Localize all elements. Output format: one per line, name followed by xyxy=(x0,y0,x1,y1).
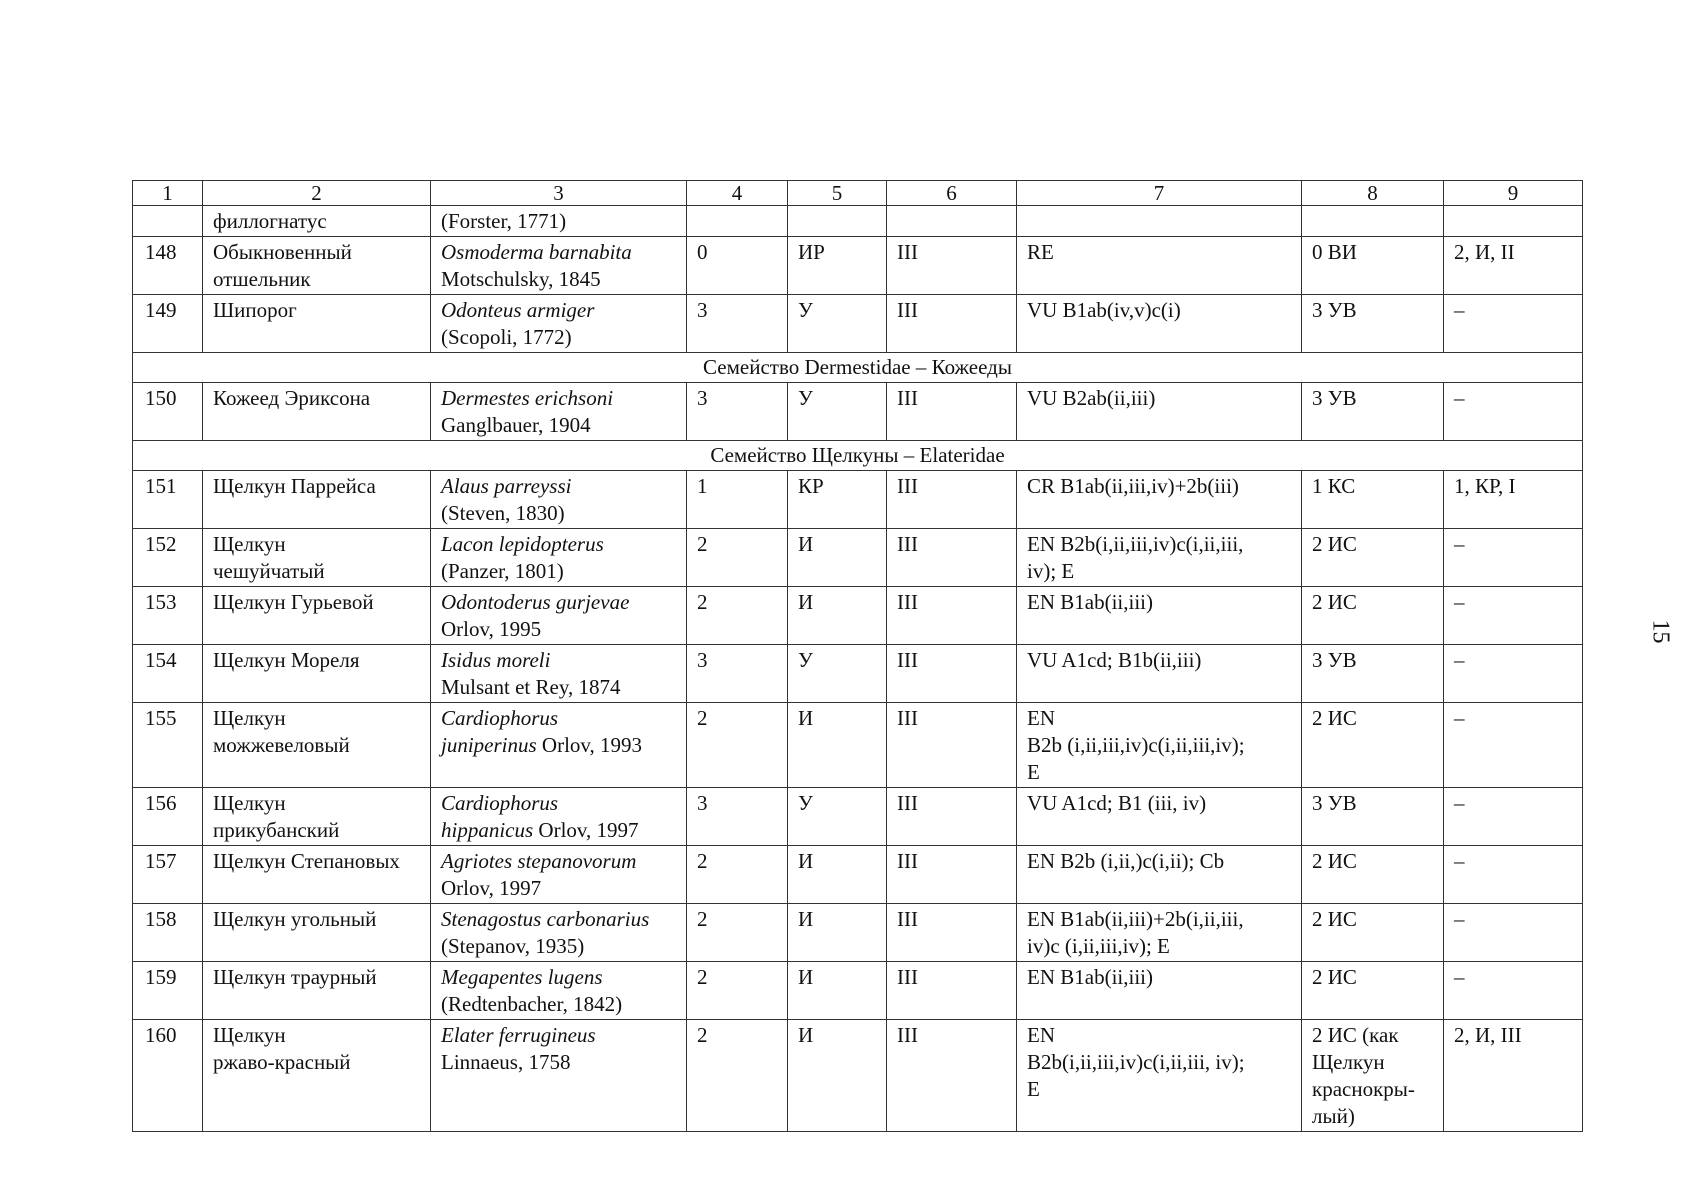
category-line: Щелкун xyxy=(1312,1050,1385,1074)
cell-common-name xyxy=(203,206,431,237)
cell-common-name xyxy=(203,788,431,846)
category-line: 2 ИС xyxy=(1312,590,1357,614)
table-row xyxy=(133,904,1583,962)
author-year: (Panzer, 1801) xyxy=(441,559,564,583)
cell-scientific-name xyxy=(431,529,687,587)
cell-status: И xyxy=(788,703,887,788)
sci-line xyxy=(441,1049,676,1076)
latin-name: Odontoderus gurjevae xyxy=(441,590,630,614)
cell-regional-category xyxy=(1302,846,1444,904)
name-line: можжевеловый xyxy=(213,733,350,757)
table-row xyxy=(133,587,1583,645)
cell-regional-category xyxy=(1302,904,1444,962)
sci-line xyxy=(441,412,676,439)
author-year: (Steven, 1830) xyxy=(441,501,565,525)
cell-number: 149 xyxy=(133,295,203,353)
cell-number: 160 xyxy=(133,1020,203,1132)
category-line: 2 ИС (как xyxy=(1312,1023,1399,1047)
criteria-line: EN xyxy=(1027,706,1055,730)
cell-regional-category xyxy=(1302,703,1444,788)
sci-line xyxy=(441,875,676,902)
criteria-line: EN B2b (i,ii,)c(i,ii); Cb xyxy=(1027,849,1225,873)
criteria-line: E xyxy=(1027,760,1040,784)
sci-line xyxy=(441,239,676,266)
category-line: 1 КС xyxy=(1312,474,1356,498)
cell-group: III xyxy=(887,962,1017,1020)
cell-number: 157 xyxy=(133,846,203,904)
table-row xyxy=(133,703,1583,788)
cell-common-name xyxy=(203,904,431,962)
category-line: 2 ИС xyxy=(1312,907,1357,931)
cell-common-name xyxy=(203,529,431,587)
cell-federal-status: – xyxy=(1444,587,1583,645)
sci-line xyxy=(441,906,676,933)
cell-scientific-name xyxy=(431,383,687,441)
cell-category: 3 xyxy=(687,383,788,441)
page-number: 15 xyxy=(1647,619,1674,644)
cell-regional-category xyxy=(1302,206,1444,237)
name-line: Щелкун Мореля xyxy=(213,648,360,672)
cell-number: 158 xyxy=(133,904,203,962)
sci-line xyxy=(441,558,676,585)
criteria-line: iv); E xyxy=(1027,559,1075,583)
cell-status: И xyxy=(788,846,887,904)
cell-federal-status: – xyxy=(1444,383,1583,441)
cell-scientific-name xyxy=(431,295,687,353)
cell-category: 2 xyxy=(687,529,788,587)
cell-category xyxy=(687,206,788,237)
sci-line xyxy=(441,1022,676,1049)
cell-number: 153 xyxy=(133,587,203,645)
cell-scientific-name xyxy=(431,846,687,904)
author-year: (Stepanov, 1935) xyxy=(441,934,585,958)
category-line: 3 УВ xyxy=(1312,791,1357,815)
column-header-7: 7 xyxy=(1017,181,1302,206)
cell-status xyxy=(788,206,887,237)
author-year: Orlov, 1997 xyxy=(441,876,542,900)
latin-name: Stenagostus carbonarius xyxy=(441,907,650,931)
name-line: Щелкун траурный xyxy=(213,965,377,989)
cell-scientific-name xyxy=(431,206,687,237)
cell-iucn-criteria xyxy=(1017,645,1302,703)
cell-iucn-criteria xyxy=(1017,587,1302,645)
sci-line xyxy=(441,208,676,235)
sci-line xyxy=(441,266,676,293)
cell-number xyxy=(133,206,203,237)
criteria-line: B2b(i,ii,iii,iv)c(i,ii,iii, iv); xyxy=(1027,1050,1245,1074)
category-line: 3 УВ xyxy=(1312,298,1357,322)
column-header-4: 4 xyxy=(687,181,788,206)
author-year: Orlov, 1993 xyxy=(536,733,643,757)
cell-regional-category xyxy=(1302,587,1444,645)
cell-category: 2 xyxy=(687,587,788,645)
table-row xyxy=(133,846,1583,904)
latin-name: Dermestes erichsoni xyxy=(441,386,614,410)
cell-common-name xyxy=(203,295,431,353)
cell-federal-status: – xyxy=(1444,703,1583,788)
table-row xyxy=(133,645,1583,703)
latin-name: Megapentes lugens xyxy=(441,965,603,989)
sci-line xyxy=(441,790,676,817)
cell-status: И xyxy=(788,1020,887,1132)
name-line: Щелкун xyxy=(213,706,286,730)
cell-category: 3 xyxy=(687,295,788,353)
cell-iucn-criteria xyxy=(1017,206,1302,237)
column-header-5: 5 xyxy=(788,181,887,206)
cell-number: 148 xyxy=(133,237,203,295)
cell-number: 152 xyxy=(133,529,203,587)
latin-name: hippanicus xyxy=(441,818,534,842)
cell-federal-status xyxy=(1444,206,1583,237)
latin-name: juniperinus xyxy=(441,733,537,757)
cell-category: 1 xyxy=(687,471,788,529)
cell-number: 154 xyxy=(133,645,203,703)
column-header-2: 2 xyxy=(203,181,431,206)
cell-category: 2 xyxy=(687,904,788,962)
cell-federal-status: – xyxy=(1444,904,1583,962)
cell-iucn-criteria xyxy=(1017,703,1302,788)
table-row xyxy=(133,471,1583,529)
author-year: Ganglbauer, 1904 xyxy=(441,413,591,437)
latin-name: Isidus moreli xyxy=(441,648,551,672)
cell-regional-category xyxy=(1302,1020,1444,1132)
author-year: Orlov, 1997 xyxy=(533,818,639,842)
name-line: Щелкун Паррейса xyxy=(213,474,376,498)
author-year: Linnaeus, 1758 xyxy=(441,1050,571,1074)
name-line: Шипорог xyxy=(213,298,297,322)
cell-federal-status: 2, И, III xyxy=(1444,1020,1583,1132)
cell-category: 0 xyxy=(687,237,788,295)
cell-federal-status: – xyxy=(1444,788,1583,846)
cell-number: 155 xyxy=(133,703,203,788)
sci-line xyxy=(441,732,676,759)
cell-common-name xyxy=(203,645,431,703)
cell-regional-category xyxy=(1302,788,1444,846)
sci-line xyxy=(441,385,676,412)
family-heading: Семейство Щелкуны – Elateridae xyxy=(133,441,1583,471)
cell-iucn-criteria xyxy=(1017,471,1302,529)
cell-group: III xyxy=(887,703,1017,788)
sci-line xyxy=(441,848,676,875)
sci-line xyxy=(441,531,676,558)
family-row xyxy=(133,353,1583,383)
sci-line xyxy=(441,324,676,351)
category-line: 2 ИС xyxy=(1312,965,1357,989)
latin-name: Alaus parreyssi xyxy=(441,474,572,498)
criteria-line: CR B1ab(ii,iii,iv)+2b(iii) xyxy=(1027,474,1239,498)
cell-status: У xyxy=(788,645,887,703)
cell-iucn-criteria xyxy=(1017,295,1302,353)
table-row xyxy=(133,1020,1583,1132)
cell-federal-status: – xyxy=(1444,846,1583,904)
cell-status: У xyxy=(788,383,887,441)
name-line: чешуйчатый xyxy=(213,559,325,583)
cell-regional-category xyxy=(1302,383,1444,441)
cell-scientific-name xyxy=(431,962,687,1020)
cell-federal-status: 2, И, II xyxy=(1444,237,1583,295)
name-line: отшельник xyxy=(213,267,311,291)
cell-federal-status: – xyxy=(1444,962,1583,1020)
criteria-line: iv)c (i,ii,iii,iv); E xyxy=(1027,934,1170,958)
latin-name: Agriotes stepanovorum xyxy=(441,849,637,873)
author-year: (Forster, 1771) xyxy=(441,209,567,233)
column-header-9: 9 xyxy=(1444,181,1583,206)
category-line: 3 УВ xyxy=(1312,386,1357,410)
cell-regional-category xyxy=(1302,962,1444,1020)
latin-name: Osmoderma barnabita xyxy=(441,240,632,264)
cell-status: И xyxy=(788,587,887,645)
sci-line xyxy=(441,297,676,324)
column-header-row xyxy=(133,181,1583,206)
cell-scientific-name xyxy=(431,237,687,295)
criteria-line: VU B1ab(iv,v)c(i) xyxy=(1027,298,1181,322)
cell-regional-category xyxy=(1302,471,1444,529)
cell-iucn-criteria xyxy=(1017,904,1302,962)
cell-group: III xyxy=(887,645,1017,703)
cell-status: У xyxy=(788,788,887,846)
cell-group: III xyxy=(887,471,1017,529)
criteria-line: EN B2b(i,ii,iii,iv)c(i,ii,iii, xyxy=(1027,532,1244,556)
name-line: прикубанский xyxy=(213,818,340,842)
cell-federal-status: – xyxy=(1444,645,1583,703)
cell-iucn-criteria xyxy=(1017,962,1302,1020)
cell-category: 2 xyxy=(687,962,788,1020)
cell-common-name xyxy=(203,846,431,904)
sci-line xyxy=(441,705,676,732)
cell-number: 159 xyxy=(133,962,203,1020)
latin-name: Lacon lepidopterus xyxy=(441,532,604,556)
category-line: 2 ИС xyxy=(1312,849,1357,873)
cell-common-name xyxy=(203,1020,431,1132)
criteria-line: B2b (i,ii,iii,iv)c(i,ii,iii,iv); xyxy=(1027,733,1245,757)
sci-line xyxy=(441,933,676,960)
name-line: Щелкун Степановых xyxy=(213,849,400,873)
cell-status: И xyxy=(788,529,887,587)
criteria-line: VU B2ab(ii,iii) xyxy=(1027,386,1156,410)
name-line: Щелкун xyxy=(213,532,286,556)
table-row xyxy=(133,383,1583,441)
family-heading: Семейство Dermestidae – Кожееды xyxy=(133,353,1583,383)
criteria-line: VU A1cd; B1b(ii,iii) xyxy=(1027,648,1202,672)
cell-category: 2 xyxy=(687,846,788,904)
cell-scientific-name xyxy=(431,1020,687,1132)
criteria-line: EN xyxy=(1027,1023,1055,1047)
cell-scientific-name xyxy=(431,587,687,645)
species-table xyxy=(132,180,1583,1132)
cell-group: III xyxy=(887,237,1017,295)
cell-iucn-criteria xyxy=(1017,846,1302,904)
name-line: Кожеед Эриксона xyxy=(213,386,371,410)
cell-regional-category xyxy=(1302,645,1444,703)
cell-federal-status: – xyxy=(1444,529,1583,587)
cell-common-name xyxy=(203,962,431,1020)
cell-status: ИР xyxy=(788,237,887,295)
cell-iucn-criteria xyxy=(1017,237,1302,295)
criteria-line: EN B1ab(ii,iii)+2b(i,ii,iii, xyxy=(1027,907,1244,931)
cell-scientific-name xyxy=(431,788,687,846)
cell-scientific-name xyxy=(431,703,687,788)
cell-group: III xyxy=(887,529,1017,587)
table-row xyxy=(133,295,1583,353)
cell-group: III xyxy=(887,788,1017,846)
cell-regional-category xyxy=(1302,295,1444,353)
latin-name: Cardiophorus xyxy=(441,706,559,730)
family-row xyxy=(133,441,1583,471)
cell-group: III xyxy=(887,383,1017,441)
cell-common-name xyxy=(203,383,431,441)
criteria-line: RE xyxy=(1027,240,1054,264)
table-row xyxy=(133,962,1583,1020)
cell-regional-category xyxy=(1302,529,1444,587)
author-year: Orlov, 1995 xyxy=(441,617,542,641)
cell-common-name xyxy=(203,471,431,529)
cell-group: III xyxy=(887,295,1017,353)
cell-federal-status: 1, КР, I xyxy=(1444,471,1583,529)
cell-iucn-criteria xyxy=(1017,1020,1302,1132)
criteria-line: VU A1cd; B1 (iii, iv) xyxy=(1027,791,1207,815)
sci-line xyxy=(441,473,676,500)
cell-status: И xyxy=(788,962,887,1020)
cell-group xyxy=(887,206,1017,237)
name-line: Обыкновенный xyxy=(213,240,352,264)
name-line: ржаво-красный xyxy=(213,1050,351,1074)
cell-scientific-name xyxy=(431,471,687,529)
table-row xyxy=(133,237,1583,295)
criteria-line: E xyxy=(1027,1077,1040,1101)
latin-name: Odonteus armiger xyxy=(441,298,595,322)
cell-scientific-name xyxy=(431,645,687,703)
criteria-line: EN B1ab(ii,iii) xyxy=(1027,965,1153,989)
category-line: 2 ИС xyxy=(1312,532,1357,556)
sci-line xyxy=(441,647,676,674)
category-line: 2 ИС xyxy=(1312,706,1357,730)
cell-category: 3 xyxy=(687,645,788,703)
author-year: Motschulsky, 1845 xyxy=(441,267,601,291)
cell-iucn-criteria xyxy=(1017,383,1302,441)
author-year: (Scopoli, 1772) xyxy=(441,325,572,349)
cell-status: И xyxy=(788,904,887,962)
cell-number: 156 xyxy=(133,788,203,846)
cell-status: КР xyxy=(788,471,887,529)
name-line: Щелкун угольный xyxy=(213,907,377,931)
cell-federal-status: – xyxy=(1444,295,1583,353)
sci-line xyxy=(441,616,676,643)
column-header-8: 8 xyxy=(1302,181,1444,206)
sci-line xyxy=(441,964,676,991)
cell-common-name xyxy=(203,703,431,788)
sci-line xyxy=(441,817,676,844)
category-line: краснокры- xyxy=(1312,1077,1415,1101)
name-line: Щелкун Гурьевой xyxy=(213,590,374,614)
cell-scientific-name xyxy=(431,904,687,962)
cell-group: III xyxy=(887,846,1017,904)
latin-name: Cardiophorus xyxy=(441,791,559,815)
column-header-6: 6 xyxy=(887,181,1017,206)
cell-category: 3 xyxy=(687,788,788,846)
cell-category: 2 xyxy=(687,1020,788,1132)
cell-category: 2 xyxy=(687,703,788,788)
cell-group: III xyxy=(887,587,1017,645)
category-line: 0 ВИ xyxy=(1312,240,1357,264)
author-year: Mulsant et Rey, 1874 xyxy=(441,675,621,699)
category-line: 3 УВ xyxy=(1312,648,1357,672)
table-row xyxy=(133,206,1583,237)
sci-line xyxy=(441,991,676,1018)
cell-iucn-criteria xyxy=(1017,788,1302,846)
cell-number: 150 xyxy=(133,383,203,441)
sci-line xyxy=(441,500,676,527)
table-row xyxy=(133,529,1583,587)
cell-regional-category xyxy=(1302,237,1444,295)
author-year: (Redtenbacher, 1842) xyxy=(441,992,623,1016)
cell-group: III xyxy=(887,904,1017,962)
sci-line xyxy=(441,674,676,701)
category-line: лый) xyxy=(1312,1104,1355,1128)
cell-group: III xyxy=(887,1020,1017,1132)
cell-common-name xyxy=(203,587,431,645)
name-line: филлогнатус xyxy=(213,209,327,233)
cell-number: 151 xyxy=(133,471,203,529)
table-row xyxy=(133,788,1583,846)
name-line: Щелкун xyxy=(213,791,286,815)
column-header-1: 1 xyxy=(133,181,203,206)
sci-line xyxy=(441,589,676,616)
criteria-line: EN B1ab(ii,iii) xyxy=(1027,590,1153,614)
cell-common-name xyxy=(203,237,431,295)
name-line: Щелкун xyxy=(213,1023,286,1047)
latin-name: Elater ferrugineus xyxy=(441,1023,596,1047)
cell-status: У xyxy=(788,295,887,353)
column-header-3: 3 xyxy=(431,181,687,206)
cell-iucn-criteria xyxy=(1017,529,1302,587)
